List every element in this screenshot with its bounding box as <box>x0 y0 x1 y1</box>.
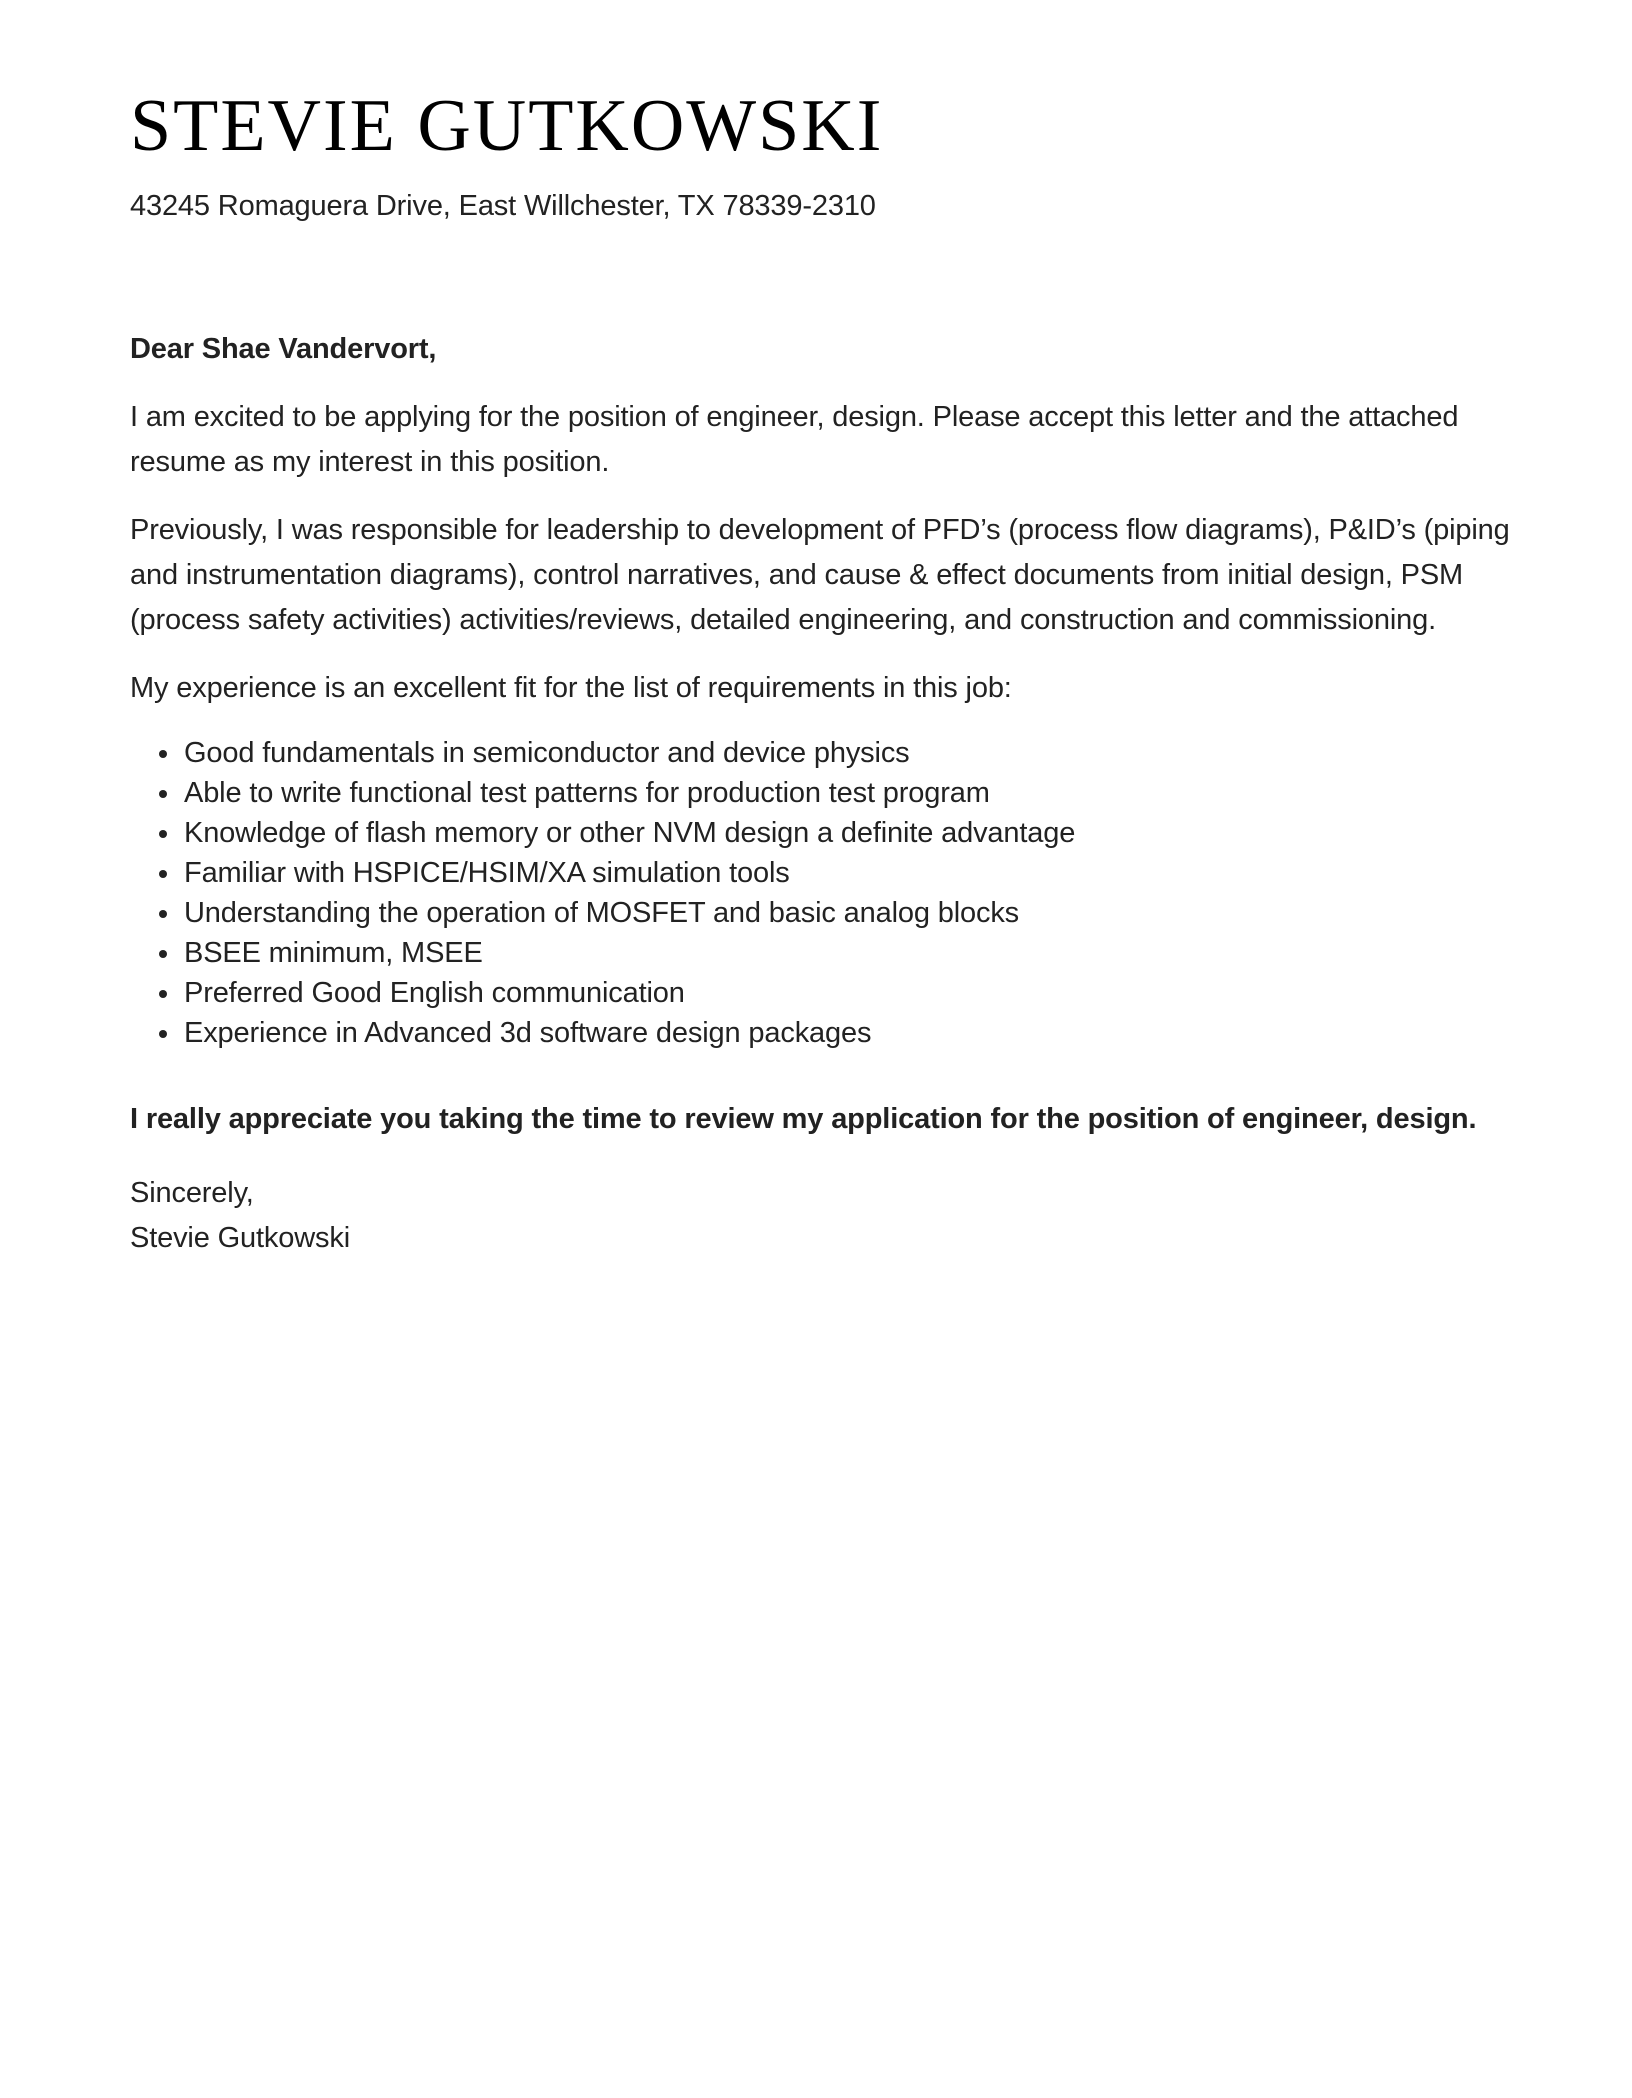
fit-lead-in-paragraph: My experience is an excellent fit for the list of requirements in this job: <box>130 672 1012 705</box>
list-item: • Preferred Good English communication <box>182 973 1524 1013</box>
signoff-line: Sincerely, <box>130 1177 254 1210</box>
requirements-list <box>130 733 1524 1053</box>
closing-paragraph: I really appreciate you taking the time to review my application for the position of engineer, design. <box>130 1103 1477 1136</box>
list-item: • Experience in Advanced 3d software design packages <box>182 1013 1524 1053</box>
list-item: • BSEE minimum, MSEE <box>182 933 1524 973</box>
list-item: • Familiar with HSPICE/HSIM/XA simulation tools <box>182 853 1524 893</box>
list-item: • Good fundamentals in semiconductor and device physics <box>182 733 1524 773</box>
experience-paragraph: Previously, I was responsible for leadership to development of PFD’s (process flow diagrams), P&ID’s (piping and instrumentation diagrams), control narratives, and cause & effect documents from initial design, PSM (process safety activities) activities/reviews, detailed engineering, and construction and commissioning. <box>130 514 1510 637</box>
list-item: • Understanding the operation of MOSFET and basic analog blocks <box>182 893 1524 933</box>
greeting-line: Dear Shae Vandervort, <box>130 333 437 366</box>
sender-address: 43245 Romaguera Drive, East Willchester, TX 78339-2310 <box>130 190 876 223</box>
signature-block <box>130 1171 1524 1261</box>
sender-name-heading: STEVIE GUTKOWSKI <box>130 85 884 167</box>
intro-paragraph: I am excited to be applying for the position of engineer, design. Please accept this letter and the attached resume as my interest in this position. <box>130 401 1459 479</box>
list-item: • Able to write functional test patterns for production test program <box>182 773 1524 813</box>
signature-name: Stevie Gutkowski <box>130 1222 351 1255</box>
list-item: • Knowledge of flash memory or other NVM design a definite advantage <box>182 813 1524 853</box>
